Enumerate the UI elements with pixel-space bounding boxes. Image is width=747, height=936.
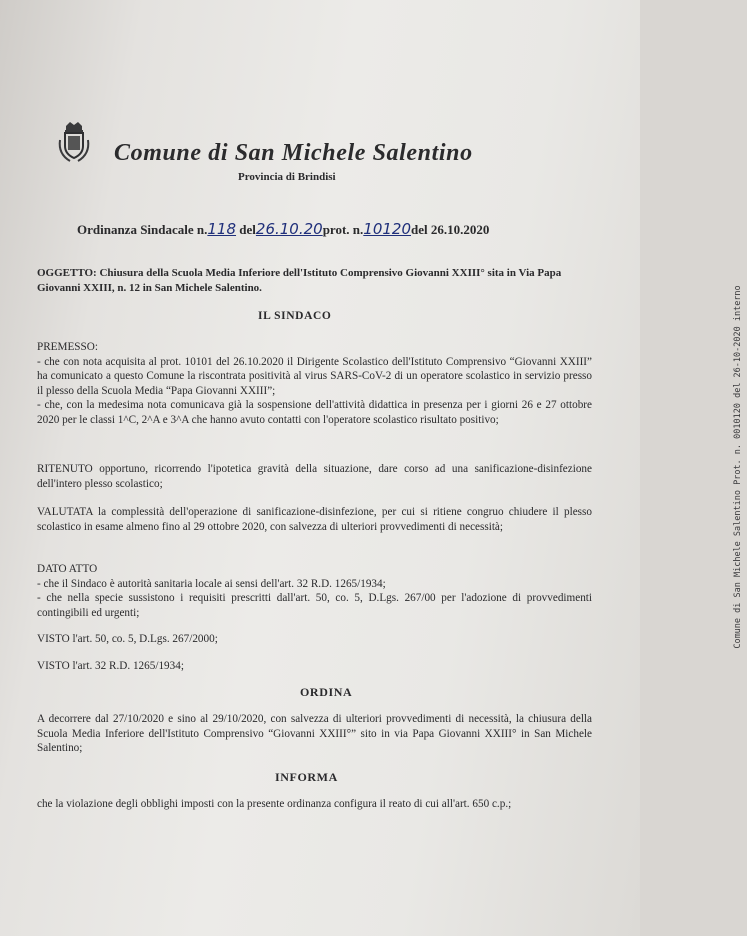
ordinance-date-handwritten: 26.10.20 <box>255 220 323 238</box>
ordinance-prot-handwritten: 10120 <box>363 220 411 238</box>
ordina-paragraph: A decorrere dal 27/10/2020 e sino al 29/10/2020, con salvezza di ulteriori provvedimenti di necessità, la chiusura della Scuola Media Inferiore dell'Istituto Comprensivo “Giovanni XXIII°” sito in via Papa Giovanni XXIII° in San Michele Salentino; <box>37 713 592 755</box>
sindaco-heading: IL SINDACO <box>258 310 332 322</box>
dato-atto-title: DATO ATTO <box>37 563 98 575</box>
premesso-line-1: - che con nota acquisita al prot. 10101 del 26.10.2020 il Dirigente Scolastico dell'Istituto Comprensivo “Giovanni XXIII” ha comunicato a questo Comune la riscontrata positività al virus SARS-CoV-2 di un operatore scolastico in servizio presso il plesso della Scuola Media “Papa Giovanni XXIII”; <box>37 355 592 397</box>
ordinance-reference <box>77 220 489 238</box>
valutata-paragraph: VALUTATA la complessità dell'operazione di sanificazione-disinfezione, per cui si ritiene congruo chiudere il plesso scolastico in esame almeno fino al 29 ottobre 2020, con salvezza di ulteriori provvedimenti di necessità; <box>37 506 592 533</box>
ordina-heading: ORDINA <box>300 685 353 699</box>
protocol-stamp-vertical: Comune di San Michele Salentino Prot. n. 0010120 del 26-10-2020 interno <box>733 285 743 649</box>
dato-atto-section <box>37 562 592 620</box>
municipal-crest-icon <box>56 120 92 164</box>
premesso-title: PREMESSO: <box>37 341 98 353</box>
municipality-title: Comune di San Michele Salentino <box>114 140 473 166</box>
visto-1: VISTO l'art. 50, co. 5, D.Lgs. 267/2000; <box>37 633 218 645</box>
ordinance-del-label: del <box>239 222 256 237</box>
ordinance-suffix: del 26.10.2020 <box>411 222 490 237</box>
ordinance-prefix: Ordinanza Sindacale n. <box>77 222 208 237</box>
visto-2: VISTO l'art. 32 R.D. 1265/1934; <box>37 660 184 672</box>
dato-atto-line-2: - che nella specie sussistono i requisiti prescritti dall'art. 50, co. 5, D.Lgs. 267/00 per l'adozione di provvedimenti contingibili ed urgenti; <box>37 592 592 619</box>
informa-paragraph: che la violazione degli obblighi imposti con la presente ordinanza configura il reato di cui all'art. 650 c.p.; <box>37 798 512 810</box>
dato-atto-line-1: - che il Sindaco è autorità sanitaria locale ai sensi dell'art. 32 R.D. 1265/1934; <box>37 577 386 590</box>
premesso-line-2: - che, con la medesima nota comunicava già la sospensione dell'attività didattica in presenza per i giorni 26 e 27 ottobre 2020 per le classi 1^C, 2^A e 3^A che hanno avuto contatti con l'operatore scolastico risultato positivo; <box>37 399 592 426</box>
ordinance-prot-label: prot. n. <box>322 222 364 237</box>
ordinance-number-handwritten: 118 <box>207 220 237 238</box>
subject-paragraph: OGGETTO: Chiusura della Scuola Media Inferiore dell'Istituto Comprensivo Giovanni XXIII° sita in Via Papa Giovanni XXIII, n. 12 in San Michele Salentino. <box>37 267 562 294</box>
province-subtitle: Provincia di Brindisi <box>238 171 336 183</box>
premesso-section <box>37 340 592 428</box>
informa-heading: INFORMA <box>275 770 338 784</box>
ritenuto-paragraph: RITENUTO opportuno, ricorrendo l'ipotetica gravità della situazione, dare corso ad una sanificazione-disinfezione dell'intero plesso scolastico; <box>37 463 592 490</box>
